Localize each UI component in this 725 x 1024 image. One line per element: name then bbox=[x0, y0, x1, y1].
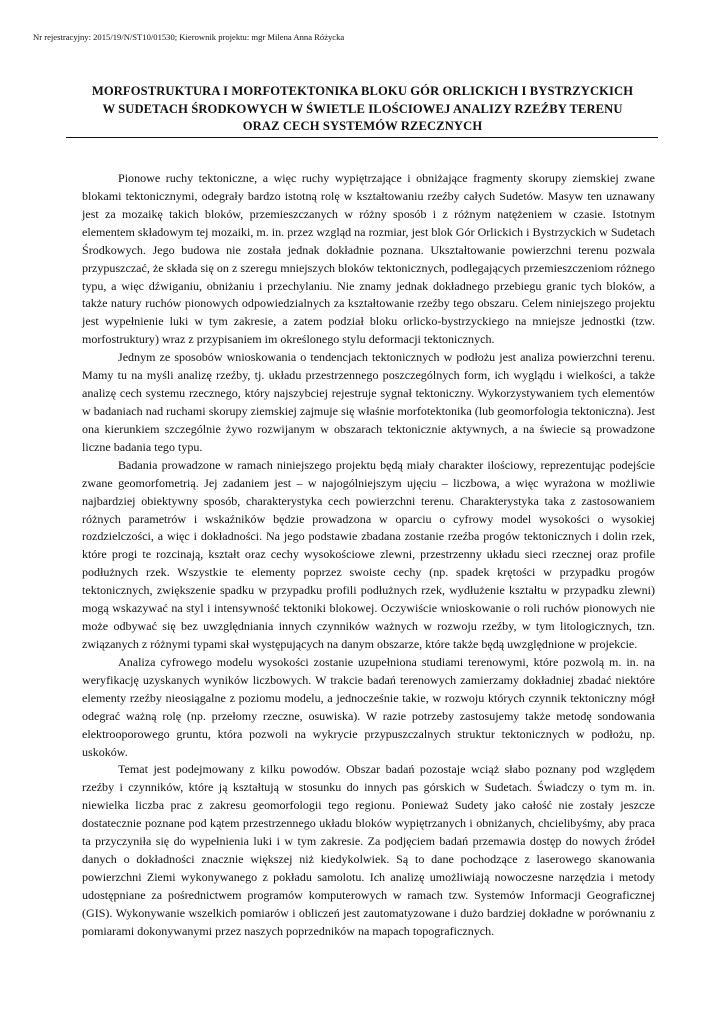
document-title bbox=[60, 83, 665, 136]
document-body bbox=[82, 170, 655, 941]
paragraph: Temat jest podejmowany z kilku powodów. Obszar badań pozostaje wciąż słabo poznany pod względem rzeźby i czynników, które ją kształtują w stosunku do innych pas górskich w Sudetach. Świadczy o tym m. in. niewielka liczba prac z zakresu geomorfologii tego regionu. Ponieważ Sudety jako całość nie zostały jeszcze dostatecznie poznane pod kątem przestrzennego układu bloków wypiętrzanych i obniżanych, chcielibyśmy, aby praca ta przyczyniła się do wypełnienia luki i w tym zakresie. Za podjęciem badań przemawia dostęp do nowych źródeł danych o dokładności znacznie większej niż kiedykolwiek. Są to dane pochodzące z laserowego skanowania powierzchni Ziemi wykonywanego z pokładu samolotu. Ich analizę umożliwiają nowoczesne narzędzia i metody udostępniane za pośrednictwem programów komputerowych w ramach tzw. Systemów Informacji Geograficznej (GIS). Wykonywanie wszelkich pomiarów i obliczeń jest zautomatyzowane i dużo bardziej dokładne w porównaniu z pomiarami dokonywanymi przez naszych poprzedników na mapach topograficznych. bbox=[82, 762, 655, 938]
title-line-2: W SUDETACH ŚRODKOWYCH W ŚWIETLE ILOŚCIOWEJ ANALIZY RZEŹBY TERENU bbox=[102, 101, 623, 116]
registration-header: Nr rejestracyjny: 2015/19/N/ST10/01530; Kierownik projektu: mgr Milena Anna Różycka bbox=[33, 32, 345, 42]
title-line-3: ORAZ CECH SYSTEMÓW RZECZNYCH bbox=[242, 119, 483, 133]
paragraph: Badania prowadzone w ramach niniejszego projektu będą miały charakter ilościowy, reprezentując podejście zwane geomorfometrią. Jej zadaniem jest – w najogólniejszym ujęciu – liczbowa, a więc wyrażona w możliwie najbardziej obiektywny sposób, charakterystyka cech powierzchni terenu. Charakterystyka taka z zastosowaniem różnych parametrów i wskaźników będzie prowadzona w oparciu o cyfrowy model wysokości o wysokiej rozdzielczości, a więc i dokładności. Na jego podstawie zbadana zostanie rzeźba progów tektonicznych i dolin rzek, które progi te rozcinają, kształt oraz cechy wysokościowe zlewni, przestrzenny układu sieci rzecznej oraz profile podłużnych rzek. Wszystkie te elementy poprzez swoiste cechy (np. spadek krętości w przypadku progów tektonicznych, zwiększenie spadku w przypadku profili podłużnych rzek, wydłużenie kształtu w przypadku zlewni) mogą wskazywać na styl i intensywność tektoniki blokowej. Oczywiście wnioskowanie o roli ruchów pionowych nie może odbywać się bez uwzględniania innych czynników ważnych w rozwoju rzeźby, w tym litologicznych, tzn. związanych z różnymi typami skał występujących na danym obszarze, które także będą uwzględnione w projekcie. bbox=[82, 457, 655, 651]
paragraph: Pionowe ruchy tektoniczne, a więc ruchy wypiętrzające i obniżające fragmenty skorupy ziemskiej zwane blokami tektonicznymi, odegrały bardzo istotną rolę w kształtowaniu rzeźby całych Sudetów. Masyw ten uznawany jest za mozaikę takich bloków, przemieszczanych w różny sposób i z różnym natężeniem w czasie. Istotnym elementem składowym tej mozaiki, m. in. przez wzgląd na rozmiar, jest blok Gór Orlickich i Bystrzyckich w Sudetach Środkowych. Jego budowa nie została jednak dokładnie poznana. Ukształtowanie powierzchni terenu pozwala przypuszczać, że składa się on z szeregu mniejszych bloków tektonicznych, podlegających przemieszczeniom różnego typu, a więc dźwiganiu, obniżaniu i przechylaniu. Nie znamy jednak dokładnego przebiegu granic tych bloków, a także natury ruchów pionowych odpowiedzialnych za kształtowanie rzeźby tego obszaru. Celem niniejszego projektu jest wypełnienie luki w tym zakresie, a zatem podział bloku orlicko-bystrzyckiego na mniejsze jednostki (tzw. morfostruktury) wraz z przypisaniem im określonego stylu deformacji tektonicznych. bbox=[82, 171, 655, 347]
title-line-1: MORFOSTRUKTURA I MORFOTEKTONIKA BLOKU GÓR ORLICKICH I BYSTRZYCKICH bbox=[91, 84, 634, 98]
paragraph: Analiza cyfrowego modelu wysokości zostanie uzupełniona studiami terenowymi, które pozwolą m. in. na weryfikację uzyskanych wyników liczbowych. W trakcie badań terenowych zamierzamy dokładniej zbadać niektóre elementy rzeźby nieosiągalne z poziomu modelu, a jednocześnie takie, w rozwoju których czynnik tektoniczny mógł odegrać ważną rolę (np. przełomy rzeczne, osuwiska). W razie potrzeby zastosujemy także metodę sondowania elektrooporowego gruntu, która pozwoli na wykrycie przypuszczalnych struktur tektonicznych w podłożu, np. uskoków. bbox=[82, 654, 655, 759]
paragraph: Jednym ze sposobów wnioskowania o tendencjach tektonicznych w podłożu jest analiza powierzchni terenu. Mamy tu na myśli analizę rzeźby, tj. układu przestrzennego poszczególnych form, ich wyglądu i wielkości, a także analizę cech systemu rzecznego, który najszybciej rejestruje sygnał tektoniczny. Wykorzystywaniem tych elementów w badaniach nad ruchami skorupy ziemskiej zajmuje się właśnie morfotektonika (lub geomorfologia tektoniczna). Jest ona kierunkiem szczególnie żywo rozwijanym w obszarach tektonicznie aktywnych, a na świecie są prowadzone liczne badania tego typu. bbox=[82, 350, 655, 454]
title-underline bbox=[66, 137, 658, 138]
